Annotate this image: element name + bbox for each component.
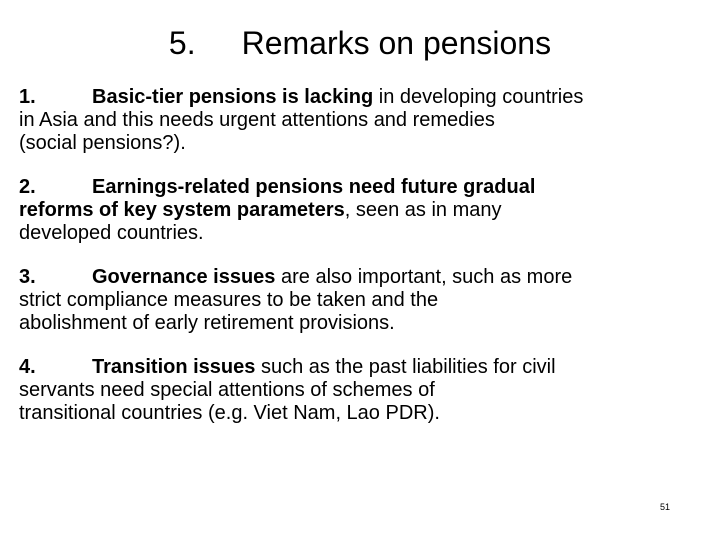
- remark-line: (social pensions?).: [19, 132, 186, 154]
- remark-number: 3.: [19, 266, 36, 288]
- remark-text: such as the past liabilities for civil: [255, 356, 556, 378]
- remark-emphasis: reforms of key system parameters: [19, 199, 345, 221]
- remark-line: abolishment of early retirement provisions.: [19, 312, 395, 334]
- remark-line: servants need special attentions of schemes of: [19, 379, 435, 401]
- remark-item-basic-tier-pensions: [19, 86, 709, 155]
- remark-number: 2.: [19, 176, 36, 198]
- remark-item-earnings-related-pensions: [19, 176, 709, 245]
- remark-number: 1.: [19, 86, 36, 108]
- remark-emphasis: Earnings-related pensions need future gradual: [92, 176, 536, 198]
- remark-item-governance-issues: [19, 266, 709, 335]
- remark-number: 4.: [19, 356, 36, 378]
- remark-text: are also important, such as more: [275, 266, 573, 288]
- page-number: 51: [660, 502, 671, 512]
- remark-line: [19, 199, 709, 222]
- remark-text: in developing countries: [373, 86, 584, 108]
- remark-line: [19, 176, 709, 199]
- remark-text: , seen as in many: [344, 199, 502, 221]
- slide-title: [0, 24, 720, 62]
- remarks-list: [19, 86, 709, 425]
- remark-line: [19, 86, 709, 109]
- remark-line: in Asia and this needs urgent attentions and remedies: [19, 109, 495, 131]
- remark-line: developed countries.: [19, 222, 204, 244]
- remark-emphasis: Governance issues: [92, 266, 276, 288]
- title-number: 5.: [168, 25, 196, 61]
- remark-line: transitional countries (e.g. Viet Nam, Lao PDR).: [19, 402, 440, 424]
- remark-item-transition-issues: [19, 356, 709, 425]
- remark-emphasis: Basic-tier pensions is lacking: [92, 86, 374, 108]
- remark-line: [19, 266, 709, 289]
- remark-emphasis: Transition issues: [92, 356, 256, 378]
- remark-line: strict compliance measures to be taken and the: [19, 289, 439, 311]
- remark-line: [19, 356, 709, 379]
- title-text: Remarks on pensions: [241, 25, 552, 61]
